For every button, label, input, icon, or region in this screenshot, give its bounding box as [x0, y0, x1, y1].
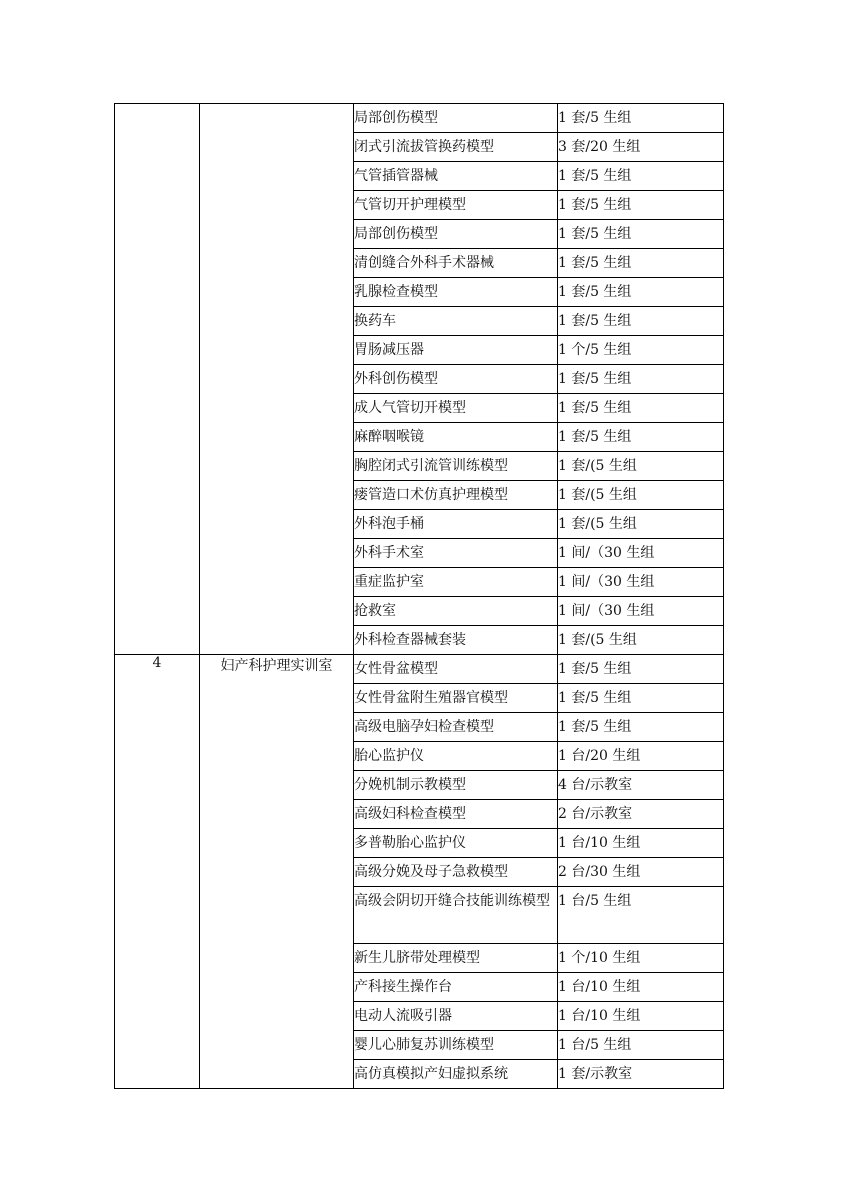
equipment-name: 女性骨盆附生殖器官模型: [354, 684, 558, 713]
equipment-name: 新生儿脐带处理模型: [354, 944, 558, 973]
equipment-quantity: 1 套/5 生组: [558, 220, 724, 249]
equipment-name: 乳腺检查模型: [354, 278, 558, 307]
equipment-name: 麻醉咽喉镜: [354, 423, 558, 452]
equipment-name: 高仿真模拟产妇虚拟系统: [354, 1060, 558, 1089]
equipment-quantity: 1 套/5 生组: [558, 713, 724, 742]
equipment-name: 外科创伤模型: [354, 365, 558, 394]
equipment-name: 瘘管造口术仿真护理模型: [354, 481, 558, 510]
equipment-name: 高级电脑孕妇检查模型: [354, 713, 558, 742]
equipment-quantity: 1 套/(5 生组: [558, 452, 724, 481]
equipment-quantity: 1 套/5 生组: [558, 278, 724, 307]
equipment-quantity: 1 间/（30 生组: [558, 568, 724, 597]
equipment-quantity: 1 套/5 生组: [558, 162, 724, 191]
equipment-name: 胃肠减压器: [354, 336, 558, 365]
training-room-name: 妇产科护理实训室: [200, 655, 354, 1089]
equipment-name: 胎心监护仪: [354, 742, 558, 771]
equipment-quantity: 1 个/5 生组: [558, 336, 724, 365]
equipment-quantity: 1 套/5 生组: [558, 684, 724, 713]
section-number: [115, 104, 200, 655]
equipment-quantity: 1 套/5 生组: [558, 365, 724, 394]
equipment-quantity: 1 套/5 生组: [558, 655, 724, 684]
equipment-quantity: 1 套/5 生组: [558, 307, 724, 336]
equipment-quantity: 1 台/5 生组: [558, 887, 724, 944]
equipment-name: 气管插管器械: [354, 162, 558, 191]
equipment-quantity: 1 套/(5 生组: [558, 481, 724, 510]
equipment-quantity: 1 间/（30 生组: [558, 539, 724, 568]
equipment-table: [114, 103, 724, 1089]
equipment-name: 清创缝合外科手术器械: [354, 249, 558, 278]
equipment-quantity: 1 个/10 生组: [558, 944, 724, 973]
equipment-name: 气管切开护理模型: [354, 191, 558, 220]
equipment-name: 重症监护室: [354, 568, 558, 597]
equipment-name: 外科泡手桶: [354, 510, 558, 539]
equipment-name: 电动人流吸引器: [354, 1002, 558, 1031]
equipment-quantity: 1 台/10 生组: [558, 973, 724, 1002]
equipment-name: 成人气管切开模型: [354, 394, 558, 423]
equipment-quantity: 1 套/5 生组: [558, 191, 724, 220]
equipment-name: 高级妇科检查模型: [354, 800, 558, 829]
equipment-name: 高级分娩及母子急救模型: [354, 858, 558, 887]
equipment-quantity: 4 台/示教室: [558, 771, 724, 800]
equipment-name: 抢救室: [354, 597, 558, 626]
equipment-name: 产科接生操作台: [354, 973, 558, 1002]
equipment-name: 外科检查器械套装: [354, 626, 558, 655]
training-room-name: [200, 104, 354, 655]
equipment-quantity: 2 台/示教室: [558, 800, 724, 829]
equipment-quantity: 3 套/20 生组: [558, 133, 724, 162]
equipment-quantity: 1 套/(5 生组: [558, 626, 724, 655]
equipment-quantity: 1 套/5 生组: [558, 249, 724, 278]
equipment-quantity: 1 台/10 生组: [558, 829, 724, 858]
equipment-quantity: 1 台/20 生组: [558, 742, 724, 771]
equipment-table-body: [115, 104, 724, 1089]
equipment-name: 胸腔闭式引流管训练模型: [354, 452, 558, 481]
equipment-quantity: 1 套/5 生组: [558, 104, 724, 133]
equipment-quantity: 1 套/(5 生组: [558, 510, 724, 539]
equipment-name: 局部创伤模型: [354, 220, 558, 249]
equipment-quantity: 1 套/示教室: [558, 1060, 724, 1089]
equipment-quantity: 2 台/30 生组: [558, 858, 724, 887]
equipment-name: 外科手术室: [354, 539, 558, 568]
equipment-quantity: 1 套/5 生组: [558, 423, 724, 452]
equipment-quantity: 1 台/10 生组: [558, 1002, 724, 1031]
equipment-quantity: 1 台/5 生组: [558, 1031, 724, 1060]
equipment-name: 换药车: [354, 307, 558, 336]
equipment-name: 闭式引流拔管换药模型: [354, 133, 558, 162]
section-number: 4: [115, 655, 200, 1089]
equipment-name: 婴儿心肺复苏训练模型: [354, 1031, 558, 1060]
table-row: [115, 104, 724, 133]
table-row: [115, 655, 724, 684]
equipment-name: 分娩机制示教模型: [354, 771, 558, 800]
equipment-name: 局部创伤模型: [354, 104, 558, 133]
equipment-quantity: 1 套/5 生组: [558, 394, 724, 423]
equipment-name: 高级会阴切开缝合技能训练模型: [354, 887, 558, 944]
equipment-quantity: 1 间/（30 生组: [558, 597, 724, 626]
equipment-name: 女性骨盆模型: [354, 655, 558, 684]
equipment-name: 多普勒胎心监护仪: [354, 829, 558, 858]
